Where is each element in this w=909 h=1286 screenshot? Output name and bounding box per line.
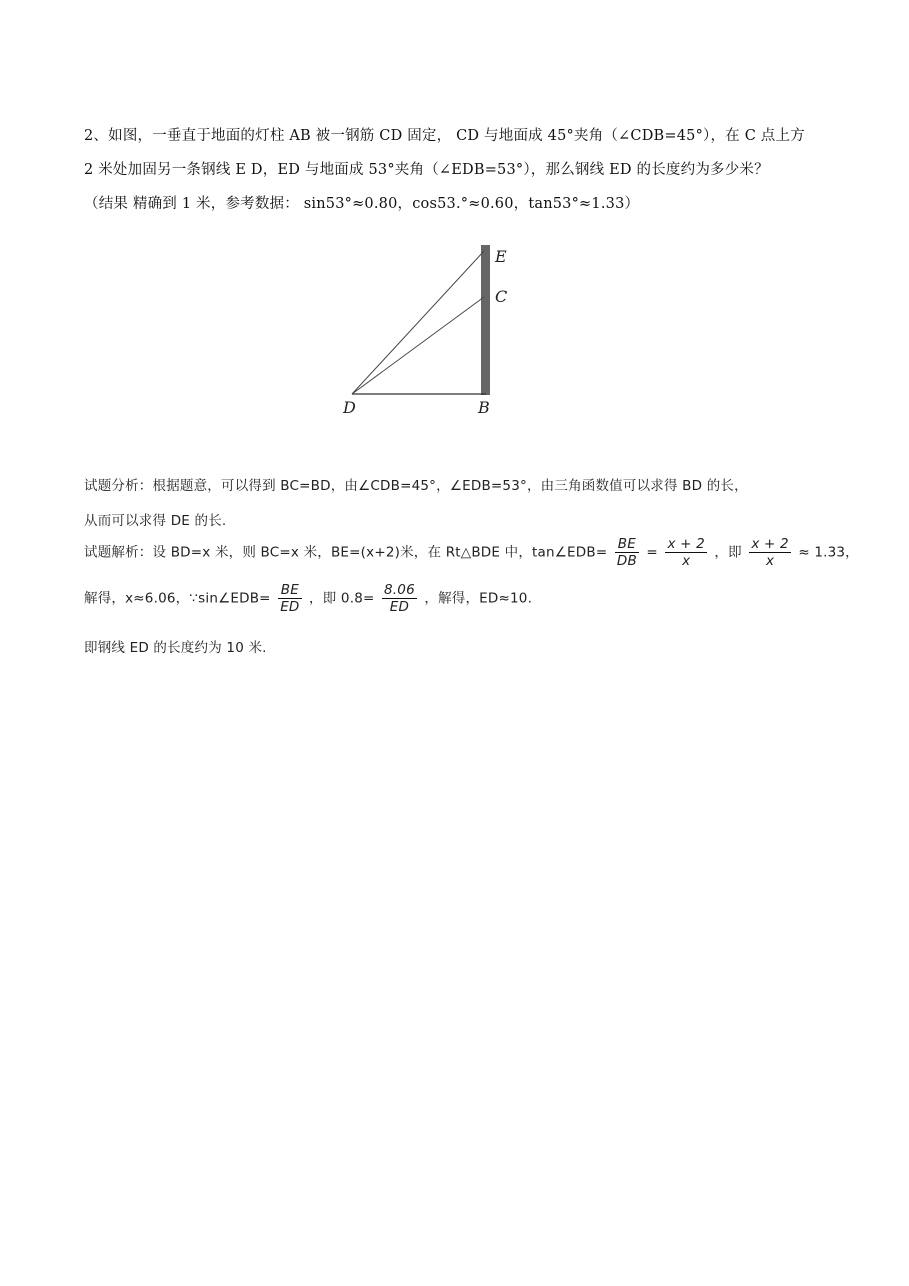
fraction-x2-x bbox=[665, 536, 706, 569]
frac4-num: BE bbox=[278, 582, 301, 599]
solution-line2-mid: ，即 0.8= bbox=[309, 590, 375, 607]
analysis-line-1: 试题分析：根据题意，可以得到 BC=BD，由∠CDB=45°，∠EDB=53°，由三角函数值可以求得 BD 的长， bbox=[84, 478, 748, 494]
frac3-num: x + 2 bbox=[751, 536, 789, 552]
fraction-be-db bbox=[615, 536, 639, 569]
frac5-num: 8.06 bbox=[384, 582, 415, 598]
solution-eq: = bbox=[646, 544, 658, 561]
frac2-num: x + 2 bbox=[667, 536, 705, 552]
solution-mid: ，即 bbox=[714, 544, 742, 561]
frac1-num: BE bbox=[615, 536, 639, 553]
label-c: C bbox=[495, 287, 508, 306]
solution-line2-suffix: ，解得，ED≈10. bbox=[424, 590, 533, 607]
fraction-806-ed bbox=[382, 582, 417, 615]
label-d: D bbox=[343, 398, 356, 417]
solution-line2-prefix: 解得，x≈6.06，∵sin∠EDB= bbox=[84, 590, 271, 607]
frac5-den: ED bbox=[389, 599, 410, 615]
solution-line-2 bbox=[84, 582, 532, 615]
frac3-den: x bbox=[765, 553, 775, 569]
problem-line-1: 2、如图，一垂直于地面的灯柱 AB 被一钢筋 CD 固定， CD 与地面成 45°夹角（∠CDB=45°），在 C 点上方 bbox=[84, 128, 805, 144]
label-b: B bbox=[478, 398, 490, 417]
solution-suffix: ≈ 1.33， bbox=[798, 544, 859, 561]
lamp-post bbox=[481, 245, 490, 395]
wire-dc bbox=[352, 297, 484, 394]
label-e: E bbox=[495, 247, 507, 266]
solution-prefix: 试题解析：设 BD=x 米，则 BC=x 米，BE=(x+2)米，在 Rt△BDE 中，tan∠EDB= bbox=[84, 544, 608, 561]
geometry-figure bbox=[0, 235, 909, 435]
solution-line-1 bbox=[84, 536, 859, 569]
fraction-x2-x-2 bbox=[749, 536, 790, 569]
problem-line-2: 2 米处加固另一条钢线 E D，ED 与地面成 53°夹角（∠EDB=53°），那么钢线 ED 的长度约为多少米？ bbox=[84, 162, 769, 178]
frac1-den: DB bbox=[616, 553, 637, 569]
analysis-line-2: 从而可以求得 DE 的长. bbox=[84, 513, 227, 529]
problem-line-3: （结果 精确到 1 米，参考数据： sin53°≈0.80，cos53.°≈0.60，tan53°≈1.33） bbox=[84, 196, 640, 212]
frac2-den: x bbox=[682, 553, 691, 569]
solution-line-3: 即钢线 ED 的长度约为 10 米. bbox=[84, 640, 267, 656]
wire-de bbox=[352, 251, 484, 394]
fraction-be-ed bbox=[278, 582, 301, 615]
frac4-den: ED bbox=[280, 599, 300, 615]
